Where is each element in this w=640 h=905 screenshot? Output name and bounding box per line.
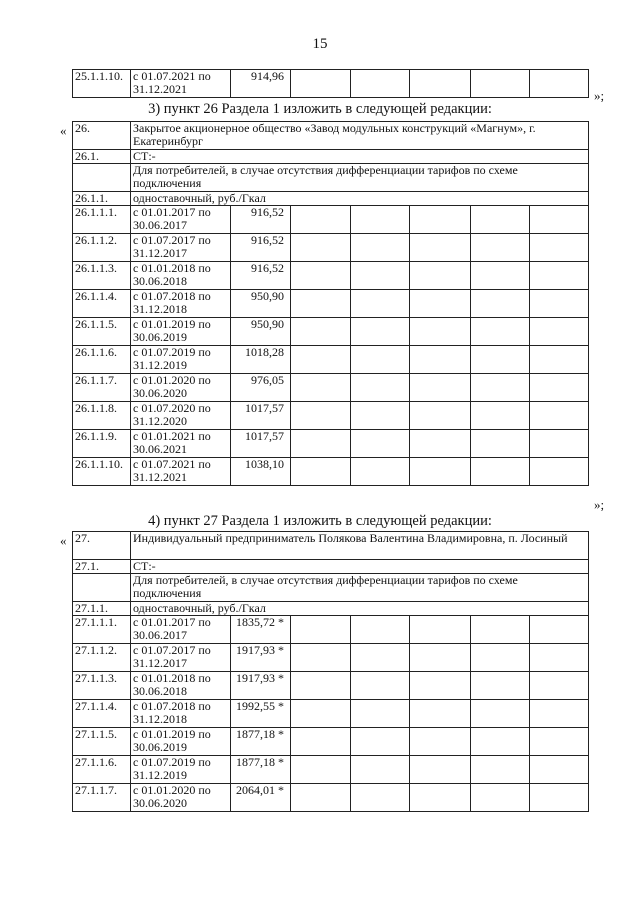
row-value: 1038,10 — [231, 458, 291, 486]
empty-cell — [291, 672, 351, 700]
empty-cell — [351, 262, 410, 290]
empty-cell — [410, 290, 471, 318]
table-row — [73, 700, 589, 728]
empty-cell — [471, 234, 530, 262]
empty-cell — [351, 672, 410, 700]
empty-cell — [291, 346, 351, 374]
row-value: 1992,55 * — [231, 700, 291, 728]
st-number: 26.1. — [73, 150, 131, 164]
row-value: 1877,18 * — [231, 756, 291, 784]
row-number: 27.1.1.6. — [73, 756, 131, 784]
row-period: с 01.07.2019 по 31.12.2019 — [131, 756, 231, 784]
consumers-label: Для потребителей, в случае отсутствия дифференциации тарифов по схеме подключения — [131, 164, 589, 192]
empty-cell — [471, 430, 530, 458]
table-row — [73, 644, 589, 672]
row-number: 26.1.1.4. — [73, 290, 131, 318]
empty-cell — [530, 374, 589, 402]
row-value: 914,96 — [231, 70, 291, 98]
empty-cell — [291, 374, 351, 402]
row-value: 1017,57 — [231, 402, 291, 430]
rate-number: 26.1.1. — [73, 192, 131, 206]
empty-cell — [410, 430, 471, 458]
tariff-table-26 — [72, 121, 589, 486]
row-value: 950,90 — [231, 318, 291, 346]
row-number: 26.1.1.9. — [73, 430, 131, 458]
empty-cell — [291, 70, 351, 98]
table-row — [73, 756, 589, 784]
empty-cell — [410, 700, 471, 728]
empty-cell — [291, 318, 351, 346]
empty-cell — [471, 346, 530, 374]
empty-cell — [530, 784, 589, 812]
st-number: 27.1. — [73, 560, 131, 574]
opening-quote: « — [60, 533, 67, 548]
empty-cell — [410, 262, 471, 290]
empty-cell — [410, 206, 471, 234]
empty-cell — [291, 430, 351, 458]
empty-cell — [351, 458, 410, 486]
row-period: с 01.07.2019 по 31.12.2019 — [131, 346, 231, 374]
row-number: 27.1.1.5. — [73, 728, 131, 756]
empty-cell — [471, 318, 530, 346]
consumers-label: Для потребителей, в случае отсутствия дифференциации тарифов по схеме подключения — [131, 574, 589, 602]
row-period: с 01.07.2018 по 31.12.2018 — [131, 700, 231, 728]
empty-cell — [291, 234, 351, 262]
row-period: с 01.01.2021 по 30.06.2021 — [131, 430, 231, 458]
empty-cell — [410, 346, 471, 374]
table-row — [73, 402, 589, 430]
empty-cell — [471, 290, 530, 318]
row-number: 27.1.1.2. — [73, 644, 131, 672]
empty-cell — [351, 234, 410, 262]
empty-cell — [291, 644, 351, 672]
empty-cell — [410, 784, 471, 812]
empty-cell — [410, 234, 471, 262]
st-label: СТ:- — [131, 560, 589, 574]
closing-quote: »; — [594, 497, 605, 512]
row-value: 1917,93 * — [231, 672, 291, 700]
row-period: с 01.01.2019 по 30.06.2019 — [131, 318, 231, 346]
empty-cell — [471, 70, 530, 98]
row-number: 26.1.1.1. — [73, 206, 131, 234]
empty-cell — [471, 374, 530, 402]
empty-cell — [291, 206, 351, 234]
row-value: 916,52 — [231, 262, 291, 290]
table-row — [73, 234, 589, 262]
empty-cell — [351, 644, 410, 672]
section-heading-3: 3) пункт 26 Раздела 1 изложить в следующей редакции: — [148, 101, 492, 117]
empty-cell — [530, 672, 589, 700]
empty-cell — [291, 756, 351, 784]
empty-cell — [291, 728, 351, 756]
empty-cell — [351, 290, 410, 318]
table-row — [73, 206, 589, 234]
row-number: 25.1.1.10. — [73, 70, 131, 98]
row-number: 26.1.1.6. — [73, 346, 131, 374]
table-row — [73, 70, 589, 98]
empty-cell — [291, 402, 351, 430]
empty-cell — [410, 458, 471, 486]
empty-cell — [351, 616, 410, 644]
row-number: 26.1.1.8. — [73, 402, 131, 430]
row-period: с 01.01.2019 по 30.06.2019 — [131, 728, 231, 756]
empty-cell — [291, 616, 351, 644]
org-name: Индивидуальный предприниматель Полякова Валентина Владимировна, п. Лосиный — [131, 532, 589, 560]
empty-cell — [351, 402, 410, 430]
row-number: 26.1.1.3. — [73, 262, 131, 290]
empty-cell — [530, 616, 589, 644]
row-number: 26.1.1.7. — [73, 374, 131, 402]
empty-cell — [291, 700, 351, 728]
page-number: 15 — [312, 36, 328, 52]
row-value: 950,90 — [231, 290, 291, 318]
table-row — [73, 374, 589, 402]
empty-cell — [471, 402, 530, 430]
row-period: с 01.01.2020 по 30.06.2020 — [131, 374, 231, 402]
row-number: 27.1.1.7. — [73, 784, 131, 812]
row-period: с 01.07.2017 по 31.12.2017 — [131, 644, 231, 672]
empty-cell — [351, 70, 410, 98]
row-period: с 01.01.2018 по 30.06.2018 — [131, 672, 231, 700]
table-row — [73, 672, 589, 700]
row-period: с 01.01.2017 по 30.06.2017 — [131, 616, 231, 644]
empty-cell — [351, 700, 410, 728]
row-value: 1017,57 — [231, 430, 291, 458]
closing-quote: »; — [594, 88, 605, 103]
empty-cell — [351, 784, 410, 812]
empty-cell — [471, 206, 530, 234]
table-row — [73, 784, 589, 812]
empty-cell — [471, 672, 530, 700]
empty-cell — [410, 70, 471, 98]
row-number: 26.1.1.10. — [73, 458, 131, 486]
empty-cell — [471, 756, 530, 784]
empty-cell — [471, 784, 530, 812]
empty-cell — [410, 644, 471, 672]
org-number: 26. — [73, 122, 131, 150]
empty-cell — [291, 290, 351, 318]
empty-cell — [351, 346, 410, 374]
rate-number: 27.1.1. — [73, 602, 131, 616]
empty-cell — [530, 290, 589, 318]
tariff-table-27 — [72, 531, 589, 812]
empty-cell — [291, 458, 351, 486]
empty-cell — [471, 616, 530, 644]
empty-cell — [410, 616, 471, 644]
table-row — [73, 728, 589, 756]
empty-cell — [471, 262, 530, 290]
tariff-table-25 — [72, 69, 589, 98]
empty-cell — [530, 346, 589, 374]
empty-cell — [530, 728, 589, 756]
row-value: 976,05 — [231, 374, 291, 402]
empty-cell — [410, 402, 471, 430]
empty-cell — [471, 728, 530, 756]
empty-cell — [530, 458, 589, 486]
section-heading-4: 4) пункт 27 Раздела 1 изложить в следующей редакции: — [148, 513, 492, 529]
row-number: 26.1.1.5. — [73, 318, 131, 346]
st-label: СТ:- — [131, 150, 589, 164]
row-period: с 01.07.2021 по 31.12.2021 — [131, 458, 231, 486]
empty-cell — [351, 318, 410, 346]
empty-cell — [410, 728, 471, 756]
row-period: с 01.01.2018 по 30.06.2018 — [131, 262, 231, 290]
row-number: 27.1.1.1. — [73, 616, 131, 644]
empty-cell — [351, 430, 410, 458]
empty-cell — [351, 206, 410, 234]
empty-cell — [471, 644, 530, 672]
empty-cell — [410, 672, 471, 700]
empty-cell — [471, 700, 530, 728]
rate-label: одноставочный, руб./Гкал — [131, 602, 589, 616]
table-row — [73, 458, 589, 486]
empty-cell — [530, 70, 589, 98]
blank-cell — [73, 574, 131, 602]
empty-cell — [410, 756, 471, 784]
row-number: 27.1.1.3. — [73, 672, 131, 700]
blank-cell — [73, 164, 131, 192]
row-value: 2064,01 * — [231, 784, 291, 812]
opening-quote: « — [60, 123, 67, 138]
empty-cell — [471, 458, 530, 486]
empty-cell — [530, 756, 589, 784]
table-row — [73, 290, 589, 318]
row-number: 27.1.1.4. — [73, 700, 131, 728]
row-value: 1835,72 * — [231, 616, 291, 644]
row-period: с 01.07.2021 по 31.12.2021 — [131, 70, 231, 98]
empty-cell — [291, 784, 351, 812]
row-period: с 01.07.2018 по 31.12.2018 — [131, 290, 231, 318]
table-row — [73, 318, 589, 346]
empty-cell — [410, 318, 471, 346]
row-number: 26.1.1.2. — [73, 234, 131, 262]
row-value: 1917,93 * — [231, 644, 291, 672]
table-row — [73, 346, 589, 374]
row-value: 916,52 — [231, 234, 291, 262]
empty-cell — [530, 644, 589, 672]
row-value: 1018,28 — [231, 346, 291, 374]
empty-cell — [530, 234, 589, 262]
empty-cell — [530, 262, 589, 290]
empty-cell — [351, 728, 410, 756]
table-row — [73, 616, 589, 644]
empty-cell — [530, 700, 589, 728]
empty-cell — [351, 756, 410, 784]
row-value: 916,52 — [231, 206, 291, 234]
empty-cell — [291, 262, 351, 290]
table-row — [73, 430, 589, 458]
row-period: с 01.07.2017 по 31.12.2017 — [131, 234, 231, 262]
rate-label: одноставочный, руб./Гкал — [131, 192, 589, 206]
row-period: с 01.07.2020 по 31.12.2020 — [131, 402, 231, 430]
org-number: 27. — [73, 532, 131, 560]
row-period: с 01.01.2017 по 30.06.2017 — [131, 206, 231, 234]
empty-cell — [530, 318, 589, 346]
empty-cell — [351, 374, 410, 402]
empty-cell — [530, 402, 589, 430]
row-value: 1877,18 * — [231, 728, 291, 756]
empty-cell — [410, 374, 471, 402]
row-period: с 01.01.2020 по 30.06.2020 — [131, 784, 231, 812]
table-row — [73, 262, 589, 290]
empty-cell — [530, 206, 589, 234]
org-name: Закрытое акционерное общество «Завод модульных конструкций «Магнум», г. Екатеринбург — [131, 122, 589, 150]
empty-cell — [530, 430, 589, 458]
